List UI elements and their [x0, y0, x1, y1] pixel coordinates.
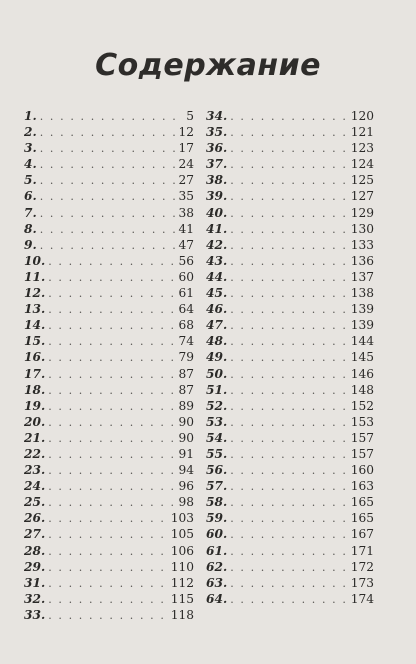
dot-leader	[230, 334, 348, 349]
entry-page-number: 138	[350, 286, 374, 301]
toc-entry	[24, 156, 194, 172]
toc-entry	[206, 575, 374, 591]
entry-number: 2.	[24, 125, 37, 140]
entry-page-number: 171	[350, 543, 374, 558]
entry-number: 40.	[206, 205, 228, 220]
entry-page-number: 172	[350, 559, 374, 574]
entry-number: 20.	[24, 414, 46, 429]
toc-entry	[206, 285, 374, 301]
entry-number: 31.	[24, 575, 46, 590]
entry-page-number: 87	[178, 366, 194, 381]
entry-page-number: 96	[178, 479, 194, 494]
entry-number: 19.	[24, 398, 46, 413]
entry-number: 38.	[206, 173, 228, 188]
entry-page-number: 64	[178, 302, 194, 317]
entry-page-number: 124	[350, 157, 374, 172]
toc-entry	[24, 285, 194, 301]
entry-page-number: 38	[178, 205, 194, 220]
dot-leader	[230, 109, 348, 124]
toc-entry	[24, 430, 194, 446]
entry-number: 25.	[24, 495, 46, 510]
entry-number: 64.	[206, 591, 228, 606]
dot-leader	[230, 367, 348, 382]
entry-number: 39.	[206, 189, 228, 204]
entry-page-number: 127	[350, 189, 374, 204]
toc-entry	[206, 446, 374, 462]
dot-leader	[230, 141, 348, 156]
dot-leader	[230, 495, 348, 510]
dot-leader	[230, 350, 348, 365]
dot-leader	[230, 447, 348, 462]
entry-number: 42.	[206, 237, 228, 252]
dot-leader	[40, 173, 176, 188]
dot-leader	[40, 157, 176, 172]
dot-leader	[230, 238, 348, 253]
toc-entry	[206, 382, 374, 398]
dot-leader	[230, 399, 348, 414]
entry-page-number: 139	[350, 318, 374, 333]
toc-entry	[24, 301, 194, 317]
toc-entry	[24, 575, 194, 591]
entry-page-number: 157	[350, 446, 374, 461]
entry-page-number: 165	[350, 511, 374, 526]
entry-page-number: 118	[170, 607, 194, 622]
dot-leader	[230, 254, 348, 269]
toc-entry	[24, 510, 194, 526]
dot-leader	[40, 125, 176, 140]
entry-number: 36.	[206, 141, 228, 156]
toc-entry	[206, 543, 374, 559]
entry-number: 46.	[206, 302, 228, 317]
dot-leader	[48, 367, 175, 382]
entry-page-number: 160	[350, 463, 374, 478]
entry-page-number: 173	[350, 575, 374, 590]
dot-leader	[40, 109, 184, 124]
dot-leader	[48, 479, 175, 494]
entry-number: 8.	[24, 221, 37, 236]
dot-leader	[48, 270, 175, 285]
entry-page-number: 174	[350, 591, 374, 606]
dot-leader	[48, 318, 175, 333]
toc-entry	[206, 510, 374, 526]
entry-page-number: 94	[178, 463, 194, 478]
dot-leader	[48, 431, 175, 446]
entry-number: 5.	[24, 173, 37, 188]
entry-page-number: 152	[350, 398, 374, 413]
dot-leader	[48, 334, 175, 349]
toc-entry	[206, 108, 374, 124]
entry-number: 17.	[24, 366, 46, 381]
toc-entry	[206, 430, 374, 446]
entry-page-number: 87	[178, 382, 194, 397]
entry-page-number: 98	[178, 495, 194, 510]
toc-entry	[206, 221, 374, 237]
entry-number: 13.	[24, 302, 46, 317]
toc-entry	[206, 559, 374, 575]
toc-entry	[206, 156, 374, 172]
entry-page-number: 35	[178, 189, 194, 204]
entry-number: 63.	[206, 575, 228, 590]
entry-page-number: 112	[170, 575, 194, 590]
entry-page-number: 146	[350, 366, 374, 381]
toc-entry	[24, 140, 194, 156]
entry-number: 55.	[206, 446, 228, 461]
toc-entry	[206, 317, 374, 333]
toc-entry	[24, 237, 194, 253]
dot-leader	[230, 511, 348, 526]
entry-page-number: 125	[350, 173, 374, 188]
entry-page-number: 163	[350, 479, 374, 494]
entry-number: 3.	[24, 141, 37, 156]
dot-leader	[40, 238, 176, 253]
entry-page-number: 17	[178, 141, 194, 156]
toc-entry	[206, 398, 374, 414]
dot-leader	[40, 222, 176, 237]
dot-leader	[48, 350, 175, 365]
entry-page-number: 133	[350, 237, 374, 252]
toc-entry	[206, 414, 374, 430]
dot-leader	[48, 463, 175, 478]
toc-entry	[24, 269, 194, 285]
toc-entry	[24, 607, 194, 623]
dot-leader	[48, 527, 168, 542]
entry-number: 37.	[206, 157, 228, 172]
entry-number: 11.	[24, 269, 46, 284]
entry-page-number: 167	[350, 527, 374, 542]
entry-number: 43.	[206, 253, 228, 268]
dot-leader	[48, 383, 175, 398]
entry-number: 52.	[206, 398, 228, 413]
toc-entry	[24, 591, 194, 607]
dot-leader	[48, 608, 168, 623]
entry-number: 28.	[24, 543, 46, 558]
entry-page-number: 24	[178, 157, 194, 172]
toc-entry	[206, 124, 374, 140]
entry-page-number: 145	[350, 350, 374, 365]
dot-leader	[48, 511, 168, 526]
entry-number: 35.	[206, 125, 228, 140]
entry-page-number: 165	[350, 495, 374, 510]
toc-entry	[206, 349, 374, 365]
entry-page-number: 144	[350, 334, 374, 349]
dot-leader	[230, 415, 348, 430]
dot-leader	[230, 206, 348, 221]
dot-leader	[230, 222, 348, 237]
dot-leader	[40, 206, 176, 221]
entry-page-number: 68	[178, 318, 194, 333]
toc-entry	[24, 221, 194, 237]
entry-number: 12.	[24, 286, 46, 301]
toc-entry	[24, 543, 194, 559]
dot-leader	[48, 302, 175, 317]
dot-leader	[48, 576, 168, 591]
dot-leader	[230, 189, 348, 204]
toc-entry	[24, 398, 194, 414]
toc-entry	[24, 414, 194, 430]
toc-entry	[24, 559, 194, 575]
dot-leader	[40, 189, 176, 204]
entry-page-number: 130	[350, 221, 374, 236]
entry-number: 58.	[206, 495, 228, 510]
toc-entry	[24, 366, 194, 382]
toc-entry	[206, 494, 374, 510]
toc-entry	[24, 188, 194, 204]
dot-leader	[230, 173, 348, 188]
toc-entry	[206, 269, 374, 285]
entry-number: 48.	[206, 334, 228, 349]
entry-number: 59.	[206, 511, 228, 526]
toc-entry	[24, 205, 194, 221]
entry-page-number: 5	[186, 109, 194, 123]
entry-number: 4.	[24, 157, 37, 172]
dot-leader	[230, 527, 348, 542]
toc-entry	[24, 108, 194, 124]
page-title: Содержание	[95, 48, 321, 83]
toc-entry	[206, 237, 374, 253]
entry-page-number: 60	[178, 269, 194, 284]
entry-number: 50.	[206, 366, 228, 381]
entry-number: 57.	[206, 479, 228, 494]
entry-page-number: 56	[178, 253, 194, 268]
dot-leader	[230, 302, 348, 317]
entry-number: 45.	[206, 286, 228, 301]
dot-leader	[48, 399, 175, 414]
entry-number: 29.	[24, 559, 46, 574]
dot-leader	[48, 447, 175, 462]
entry-number: 18.	[24, 382, 46, 397]
entry-page-number: 136	[350, 253, 374, 268]
toc-entry	[206, 333, 374, 349]
toc-entry	[24, 462, 194, 478]
entry-number: 49.	[206, 350, 228, 365]
entry-number: 51.	[206, 382, 228, 397]
entry-page-number: 91	[178, 446, 194, 461]
toc-entry	[206, 253, 374, 269]
toc-entry	[24, 526, 194, 542]
dot-leader	[48, 415, 175, 430]
entry-page-number: 137	[350, 269, 374, 284]
entry-number: 56.	[206, 463, 228, 478]
entry-page-number: 110	[170, 559, 194, 574]
dot-leader	[230, 125, 348, 140]
dot-leader	[230, 431, 348, 446]
dot-leader	[230, 479, 348, 494]
entry-number: 7.	[24, 205, 37, 220]
toc-entry	[24, 446, 194, 462]
dot-leader	[230, 592, 348, 607]
toc-entry	[24, 382, 194, 398]
dot-leader	[230, 270, 348, 285]
entry-page-number: 89	[178, 398, 194, 413]
dot-leader	[230, 544, 348, 559]
toc-entry	[206, 366, 374, 382]
entry-number: 33.	[24, 607, 46, 622]
dot-leader	[48, 592, 168, 607]
entry-number: 16.	[24, 350, 46, 365]
dot-leader	[230, 560, 348, 575]
toc-column-left	[24, 108, 194, 623]
entry-page-number: 103	[170, 511, 194, 526]
entry-page-number: 115	[170, 591, 194, 606]
entry-page-number: 121	[350, 125, 374, 140]
entry-number: 1.	[24, 109, 37, 123]
entry-number: 24.	[24, 479, 46, 494]
toc-entry	[24, 494, 194, 510]
dot-leader	[48, 254, 175, 269]
entry-number: 26.	[24, 511, 46, 526]
entry-number: 62.	[206, 559, 228, 574]
toc-entry	[24, 333, 194, 349]
toc-entry	[206, 526, 374, 542]
entry-number: 32.	[24, 591, 46, 606]
entry-number: 14.	[24, 318, 46, 333]
entry-number: 47.	[206, 318, 228, 333]
entry-number: 54.	[206, 430, 228, 445]
entry-number: 41.	[206, 221, 228, 236]
entry-number: 9.	[24, 237, 37, 252]
entry-page-number: 139	[350, 302, 374, 317]
dot-leader	[230, 463, 348, 478]
entry-page-number: 153	[350, 414, 374, 429]
toc-entry	[206, 478, 374, 494]
entry-page-number: 27	[178, 173, 194, 188]
entry-page-number: 74	[178, 334, 194, 349]
entry-number: 10.	[24, 253, 46, 268]
entry-page-number: 61	[178, 286, 194, 301]
dot-leader	[230, 318, 348, 333]
toc-entry	[206, 301, 374, 317]
entry-page-number: 105	[170, 527, 194, 542]
entry-number: 44.	[206, 269, 228, 284]
entry-number: 23.	[24, 463, 46, 478]
toc-entry	[206, 591, 374, 607]
entry-page-number: 79	[178, 350, 194, 365]
dot-leader	[230, 157, 348, 172]
dot-leader	[48, 286, 175, 301]
toc-entry	[206, 140, 374, 156]
dot-leader	[48, 495, 175, 510]
entry-number: 15.	[24, 334, 46, 349]
entry-number: 27.	[24, 527, 46, 542]
entry-number: 60.	[206, 527, 228, 542]
entry-page-number: 120	[350, 109, 374, 123]
entry-number: 22.	[24, 446, 46, 461]
dot-leader	[230, 576, 348, 591]
dot-leader	[230, 286, 348, 301]
entry-number: 53.	[206, 414, 228, 429]
toc-column-right	[206, 108, 374, 607]
toc-entry	[24, 317, 194, 333]
entry-number: 34.	[206, 109, 228, 123]
entry-page-number: 129	[350, 205, 374, 220]
toc-entry	[206, 172, 374, 188]
entry-page-number: 41	[178, 221, 194, 236]
entry-page-number: 106	[170, 543, 194, 558]
dot-leader	[48, 544, 168, 559]
toc-entry	[24, 253, 194, 269]
entry-page-number: 148	[350, 382, 374, 397]
toc-entry	[24, 478, 194, 494]
toc-entry	[24, 349, 194, 365]
entry-page-number: 157	[350, 430, 374, 445]
entry-page-number: 47	[178, 237, 194, 252]
toc-entry	[206, 462, 374, 478]
dot-leader	[40, 141, 176, 156]
toc-entry	[206, 205, 374, 221]
entry-page-number: 90	[178, 414, 194, 429]
toc-entry	[24, 124, 194, 140]
entry-number: 21.	[24, 430, 46, 445]
toc-entry	[206, 188, 374, 204]
entry-page-number: 90	[178, 430, 194, 445]
dot-leader	[48, 560, 168, 575]
toc-entry	[24, 172, 194, 188]
entry-number: 6.	[24, 189, 37, 204]
entry-page-number: 123	[350, 141, 374, 156]
entry-page-number: 12	[178, 125, 194, 140]
entry-number: 61.	[206, 543, 228, 558]
dot-leader	[230, 383, 348, 398]
